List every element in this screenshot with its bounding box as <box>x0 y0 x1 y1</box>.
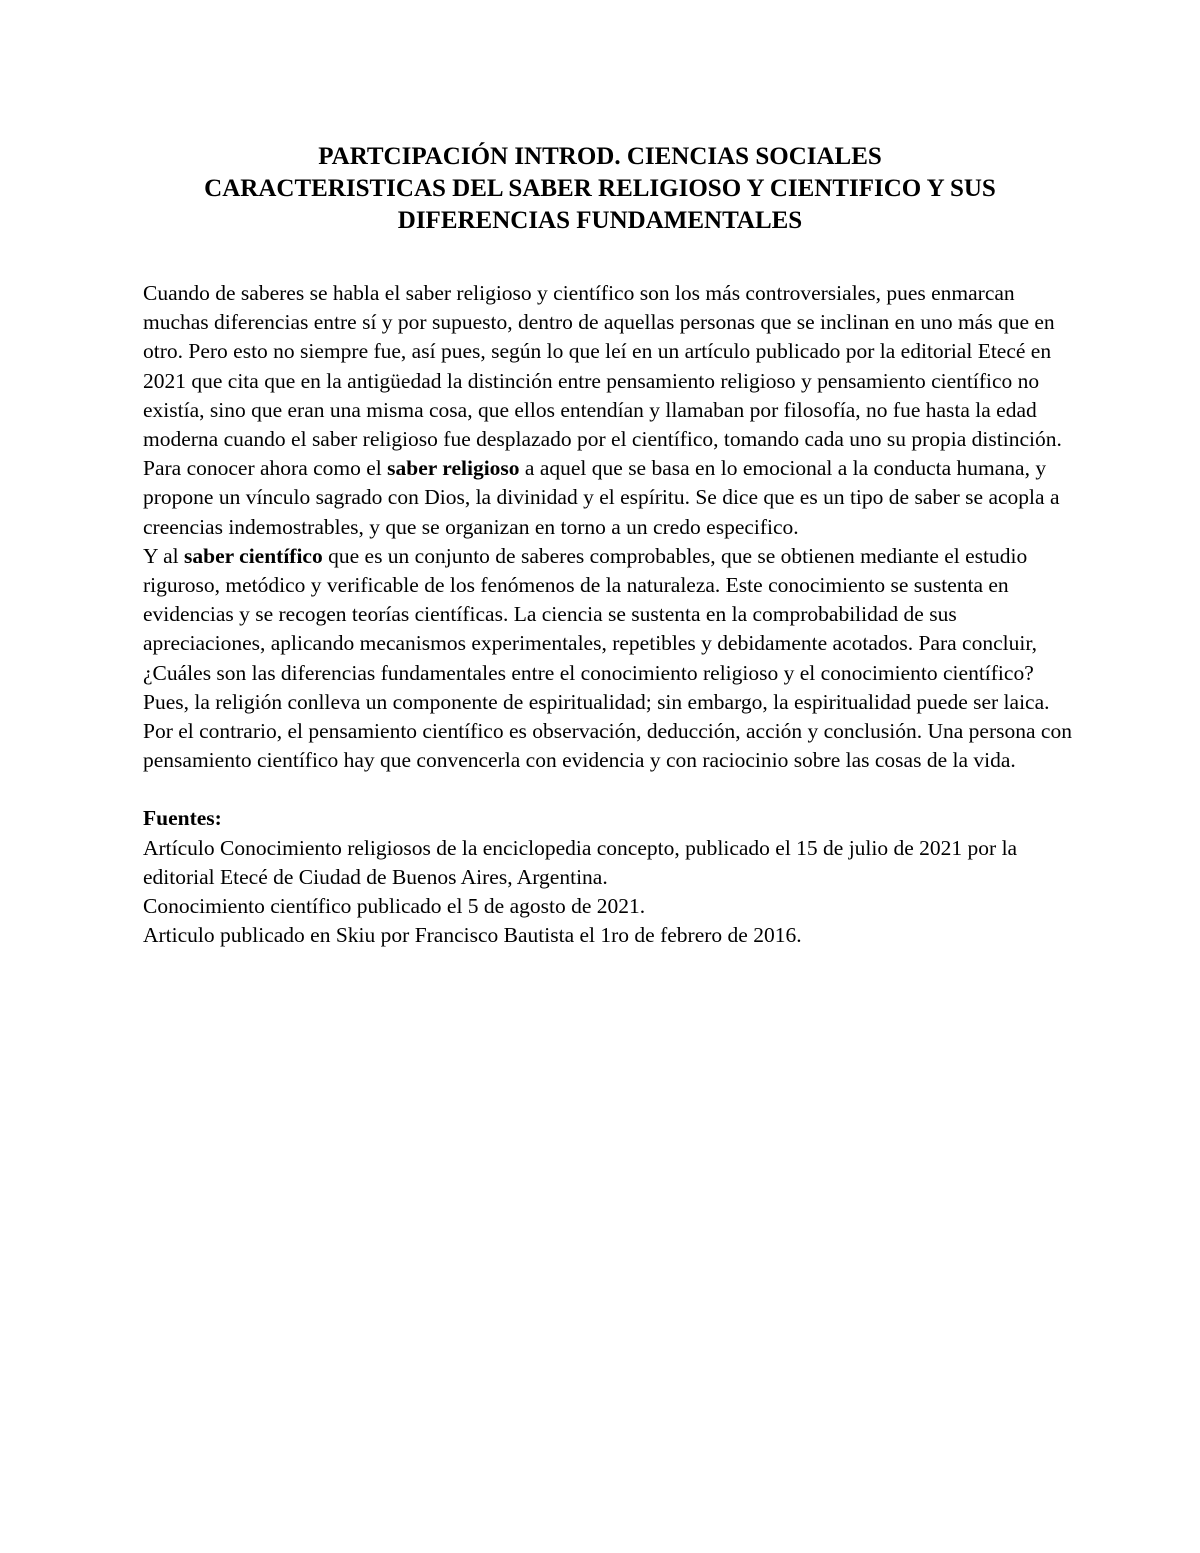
paragraph-text: que es un conjunto de saberes comprobables, que se obtienen mediante el estudio riguroso, metódico y verificable de los fenómenos de la naturaleza. Este conocimiento se sustenta en evidencias y se recogen teorías científicas. La ciencia se sustenta en la comprobabilidad de sus apreciaciones, aplicando mecanismos experimentales, repetibles y debidamente acotados. Para concluir, ¿Cuáles son las diferencias fundamentales entre el conocimiento religioso y el conocimiento científico? Pues, la religión conlleva un componente de espiritualidad; sin embargo, la espiritualidad puede ser laica. Por el contrario, el pensamiento científico es observación, deducción, acción y conclusión. Una persona con pensamiento científico hay que convencerla con evidencia y con raciocinio sobre las cosas de la vida. <box>143 543 1072 773</box>
source-item: Artículo Conocimiento religiosos de la enciclopedia concepto, publicado el 15 de julio de 2021 por la editorial Etecé de Ciudad de Buenos Aires, Argentina. <box>143 835 1018 889</box>
document-title <box>100 141 1100 237</box>
paragraph-intro: Cuando de saberes se habla el saber religioso y científico son los más controversiales, pues enmarcan muchas diferencias entre sí y por supuesto, dentro de aquellas personas que se inclinan en uno más que en otro. Pero esto no siempre fue, así pues, según lo que leí en un artículo publicado por la editorial Etecé en 2021 que cita que en la antigüedad la distinción entre pensamiento religioso y pensamiento científico no existía, sino que eran una misma cosa, que ellos entendían y llamaban por filosofía, no fue hasta la edad moderna cuando el saber religioso fue desplazado por el científico, tomando cada uno su propia distinción. <box>143 281 1062 452</box>
sources-heading: Fuentes: <box>143 806 222 831</box>
source-item: Articulo publicado en Skiu por Francisco Bautista el 1ro de febrero de 2016. <box>143 923 802 948</box>
bold-term-religious: saber religioso <box>387 456 520 481</box>
blank-line <box>143 775 1073 804</box>
source-item: Conocimiento científico publicado el 5 de agosto de 2021. <box>143 894 646 919</box>
document-body <box>143 279 1073 950</box>
paragraph-text: a aquel que se basa en lo emocional a la conducta humana, y propone un vínculo sagrado con Dios, la divinidad y el espíritu. Se dice que es un tipo de saber se acopla a creencias indemostrables, y que se organizan en torno a un credo especifico. <box>143 456 1060 539</box>
paragraph-religious-knowledge <box>143 454 1073 542</box>
paragraph-text: Para conocer ahora como el <box>143 456 388 481</box>
title-line-2: CARACTERISTICAS DEL SABER RELIGIOSO Y CIENTIFICO Y SUS <box>204 175 996 202</box>
title-line-1: PARTCIPACIÓN INTROD. CIENCIAS SOCIALES <box>318 143 882 170</box>
bold-term-scientific: saber científico <box>184 543 323 568</box>
title-line-3: DIFERENCIAS FUNDAMENTALES <box>397 207 803 234</box>
paragraph-scientific-knowledge <box>143 542 1073 776</box>
paragraph-text: Y al <box>143 543 184 568</box>
